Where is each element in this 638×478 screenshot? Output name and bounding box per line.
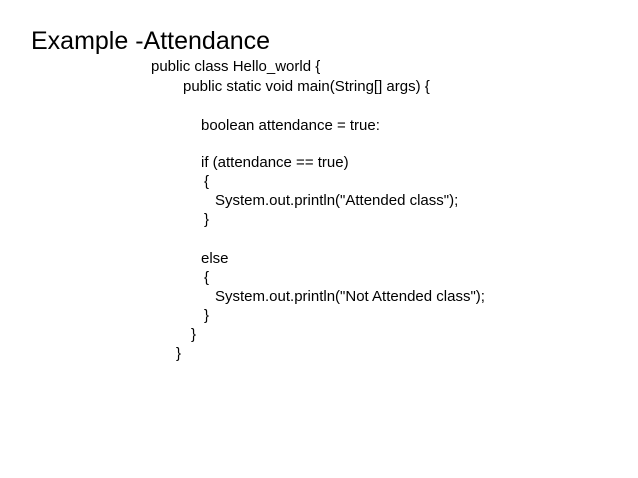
code-line-class-declaration: public class Hello_world { — [151, 58, 321, 75]
code-line-if-statement: if (attendance == true) — [201, 154, 349, 171]
code-line-main-method: public static void main(String[] args) { — [183, 78, 430, 95]
code-line-else-open-brace: { — [204, 269, 210, 286]
slide-title: Example -Attendance — [31, 27, 271, 55]
code-line-else: else — [201, 250, 229, 267]
code-line-print-attended: System.out.println("Attended class"); — [215, 192, 459, 209]
code-line-if-open-brace: { — [204, 173, 210, 190]
code-line-class-close-brace: } — [176, 345, 182, 362]
code-line-else-close-brace: } — [204, 307, 210, 324]
code-line-print-not-attended: System.out.println("Not Attended class"); — [215, 288, 485, 305]
code-line-boolean-declaration: boolean attendance = true: — [201, 117, 380, 134]
code-line-main-close-brace: } — [191, 326, 197, 343]
code-line-if-close-brace: } — [204, 211, 210, 228]
